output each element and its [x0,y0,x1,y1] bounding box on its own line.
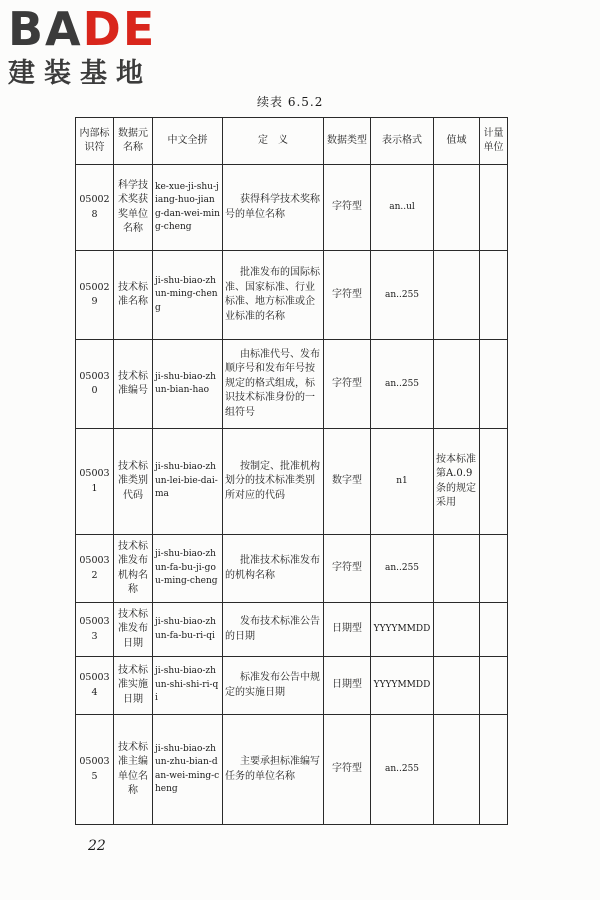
header-format: 表示格式 [371,118,434,165]
cell-name: 技术标准类别代码 [114,429,153,535]
cell-format: n1 [371,429,434,535]
cell-unit [480,251,508,340]
cell-id: 050029 [76,251,114,340]
cell-type: 字符型 [324,165,371,251]
cell-id: 050033 [76,603,114,657]
logo-wordmark [8,2,188,56]
cell-name: 技术标准发布日期 [114,603,153,657]
cell-format: YYYYMMDD [371,657,434,715]
cell-name: 技术标准发布机构名称 [114,535,153,603]
cell-name: 技术标准编号 [114,340,153,429]
cell-type: 数字型 [324,429,371,535]
cell-id: 050034 [76,657,114,715]
cell-domain [434,603,480,657]
cell-id: 050028 [76,165,114,251]
page-number: 22 [88,838,106,854]
cell-domain [434,535,480,603]
cell-definition: 按制定、批准机构划分的技术标准类别所对应的代码 [223,429,324,535]
header-id: 内部标识符 [76,118,114,165]
header-pinyin: 中文全拼 [153,118,223,165]
cell-pinyin: ji-shu-biao-zhun-lei-bie-dai-ma [153,429,223,535]
table-row [76,535,508,603]
cell-id: 050031 [76,429,114,535]
cell-unit [480,165,508,251]
header-type: 数据类型 [324,118,371,165]
header-unit: 计量单位 [480,118,508,165]
cell-unit [480,429,508,535]
cell-id: 050030 [76,340,114,429]
cell-definition: 由标准代号、发布顺序号和发布年号按规定的格式组成，标识技术标准身份的一组符号 [223,340,324,429]
cell-name: 科学技术奖获奖单位名称 [114,165,153,251]
table-caption: 续表 6.5.2 [257,95,324,109]
header-domain: 值域 [434,118,480,165]
cell-unit [480,657,508,715]
header-definition: 定 义 [223,118,324,165]
cell-domain [434,340,480,429]
data-element-table [75,117,508,825]
cell-domain: 按本标准第A.0.9条的规定采用 [434,429,480,535]
cell-domain [434,251,480,340]
cell-unit [480,715,508,825]
cell-pinyin: ji-shu-biao-zhun-ming-cheng [153,251,223,340]
table-row [76,657,508,715]
cell-definition: 发布技术标准公告的日期 [223,603,324,657]
cell-format: an..255 [371,715,434,825]
cell-unit [480,603,508,657]
cell-unit [480,340,508,429]
cell-id: 050032 [76,535,114,603]
table-row [76,340,508,429]
table-row [76,429,508,535]
cell-definition: 批准技术标准发布的机构名称 [223,535,324,603]
cell-domain [434,657,480,715]
cell-pinyin: ji-shu-biao-zhun-shi-shi-ri-qi [153,657,223,715]
cell-type: 字符型 [324,535,371,603]
cell-definition: 标准发布公告中规定的实施日期 [223,657,324,715]
header-name: 数据元名称 [114,118,153,165]
brand-logo [8,2,188,96]
cell-definition: 批准发布的国际标准、国家标准、行业标准、地方标准或企业标准的名称 [223,251,324,340]
cell-type: 字符型 [324,340,371,429]
cell-id: 050035 [76,715,114,825]
cell-format: an..ul [371,165,434,251]
cell-format: an..255 [371,535,434,603]
logo-wordmark-part2: DE [82,2,157,56]
cell-pinyin: ji-shu-biao-zhun-zhu-bian-dan-wei-ming-cheng [153,715,223,825]
cell-definition: 主要承担标准编写任务的单位名称 [223,715,324,825]
cell-format: an..255 [371,251,434,340]
cell-type: 日期型 [324,603,371,657]
cell-pinyin: ke-xue-ji-shu-jiang-huo-jiang-dan-wei-ming-cheng [153,165,223,251]
table-row [76,165,508,251]
table-row [76,715,508,825]
cell-type: 日期型 [324,657,371,715]
logo-wordmark-part1: BA [8,2,83,56]
table-row [76,251,508,340]
cell-name: 技术标准名称 [114,251,153,340]
cell-name: 技术标准主编单位名称 [114,715,153,825]
cell-pinyin: ji-shu-biao-zhun-fa-bu-ri-qi [153,603,223,657]
cell-unit [480,535,508,603]
cell-pinyin: ji-shu-biao-zhun-bian-hao [153,340,223,429]
cell-type: 字符型 [324,251,371,340]
cell-name: 技术标准实施日期 [114,657,153,715]
cell-domain [434,715,480,825]
logo-subtitle: 建装基地 [8,58,152,89]
cell-domain [434,165,480,251]
cell-format: YYYYMMDD [371,603,434,657]
cell-format: an..255 [371,340,434,429]
cell-definition: 获得科学技术奖称号的单位名称 [223,165,324,251]
cell-type: 字符型 [324,715,371,825]
table-header-row [76,118,508,165]
cell-pinyin: ji-shu-biao-zhun-fa-bu-ji-gou-ming-cheng [153,535,223,603]
table-row [76,603,508,657]
